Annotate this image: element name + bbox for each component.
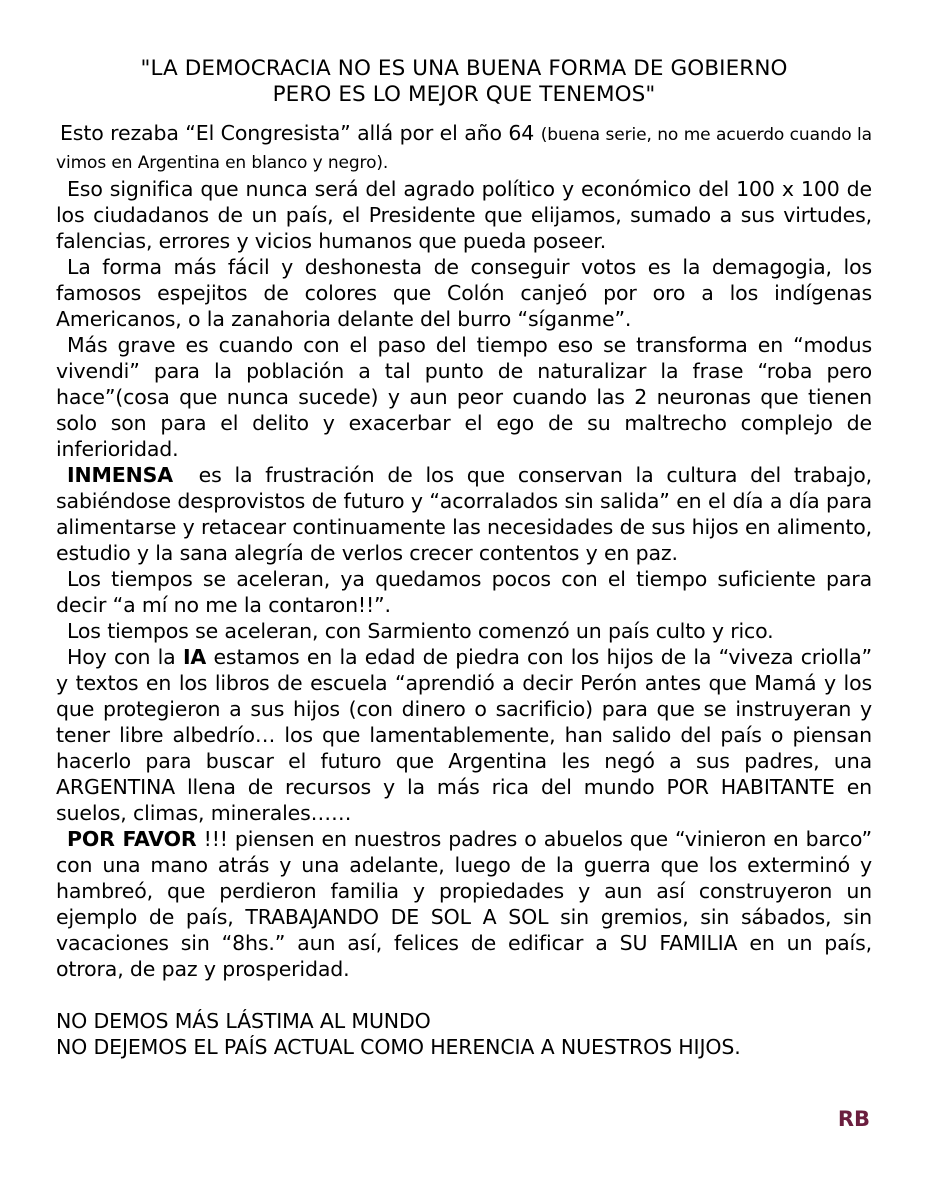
paragraph-8 bbox=[56, 644, 872, 826]
document-title bbox=[56, 56, 872, 108]
paragraph-5 bbox=[56, 462, 879, 566]
paragraph-9-text: !!! piensen en nuestros padres o abuelos que “vinieron en barco” con una mano atrás y una adelante, luego de la guerra que los exterminó y hambreó, que perdieron familia y propiedades y aun así construyeron un ejemplo de país, TRABAJANDO DE SOL A SOL sin gremios, sin sábados, sin vacaciones sin “8hs.” aun así, felices de edificar a SU FAMILIA en un país, otrora, de paz y prosperidad. bbox=[56, 827, 872, 981]
paragraph-5-text: es la frustración de los que conservan la cultura del trabajo, sabiéndose desprovistos de futuro y “acorralados sin salida” en el día a día para alimentarse y retacear continuamente las necesidades de sus hijos en alimento, estudio y la sana alegría de verlos crecer contentos y en paz. bbox=[56, 463, 879, 565]
document-body bbox=[56, 120, 879, 982]
closing-statement bbox=[56, 1008, 872, 1060]
paragraph-6: Los tiempos se aceleran, ya quedamos pocos con el tiempo suficiente para decir “a mí no me la contaron!!”. bbox=[56, 567, 872, 617]
title-line-2: PERO ES LO MEJOR QUE TENEMOS" bbox=[272, 82, 656, 107]
paragraph-8-text-after: estamos en la edad de piedra con los hijos de la “viveza criolla” y textos en los libros de escuela “aprendió a decir Perón antes que Mamá y los que protegieron a sus hijos (con dinero o sacrificio) para que se instruyeran y tener libre albedrío… los que lamentablemente, han salido del país o piensan hacerlo para buscar el futuro que Argentina les negó a sus padres, una ARGENTINA llena de recursos y la más rica del mundo POR HABITANTE en suelos, climas, minerales…… bbox=[56, 645, 872, 825]
title-line-1: "LA DEMOCRACIA NO ES UNA BUENA FORMA DE GOBIERNO bbox=[140, 56, 788, 81]
paragraph-7: Los tiempos se aceleran, con Sarmiento comenzó un país culto y rico. bbox=[67, 619, 774, 643]
closing-line-1: NO DEMOS MÁS LÁSTIMA AL MUNDO bbox=[56, 1009, 431, 1033]
paragraph-3: La forma más fácil y deshonesta de conseguir votos es la demagogia, los famosos espejitos de colores que Colón canjeó por oro a los indígenas Americanos, o la zanahoria delante del burro “síganme”. bbox=[56, 255, 872, 331]
paragraph-9-emphasis: POR FAVOR bbox=[67, 827, 197, 851]
paragraph-9 bbox=[56, 826, 872, 982]
signature: RB bbox=[837, 1107, 870, 1131]
paragraph-8-text-before: Hoy con la bbox=[67, 645, 183, 669]
paragraph-2: Eso significa que nunca será del agrado político y económico del 100 x 100 de los ciudadanos de un país, el Presidente que elijamos, sumado a sus virtudes, falencias, errores y vicios humanos que pueda poseer. bbox=[56, 177, 872, 253]
paragraph-1-text: Esto rezaba “El Congresista” allá por el año 64 bbox=[60, 121, 541, 145]
paragraph-1-aside: (buena serie, no me acuerdo cuando la vimos en Argentina en blanco y negro). bbox=[56, 125, 873, 173]
closing-line-2: NO DEJEMOS EL PAÍS ACTUAL COMO HERENCIA A NUESTROS HIJOS. bbox=[56, 1035, 741, 1059]
paragraph-1 bbox=[56, 120, 872, 176]
paragraph-4: Más grave es cuando con el paso del tiempo eso se transforma en “modus vivendi” para la población a tal punto de naturalizar la frase “roba pero hace”(cosa que nunca sucede) y aun peor cuando las 2 neuronas que tienen solo son para el delito y exacerbar el ego de su maltrecho complejo de inferioridad. bbox=[56, 333, 872, 461]
paragraph-8-emphasis: IA bbox=[182, 645, 207, 669]
paragraph-5-emphasis: INMENSA bbox=[67, 463, 173, 487]
